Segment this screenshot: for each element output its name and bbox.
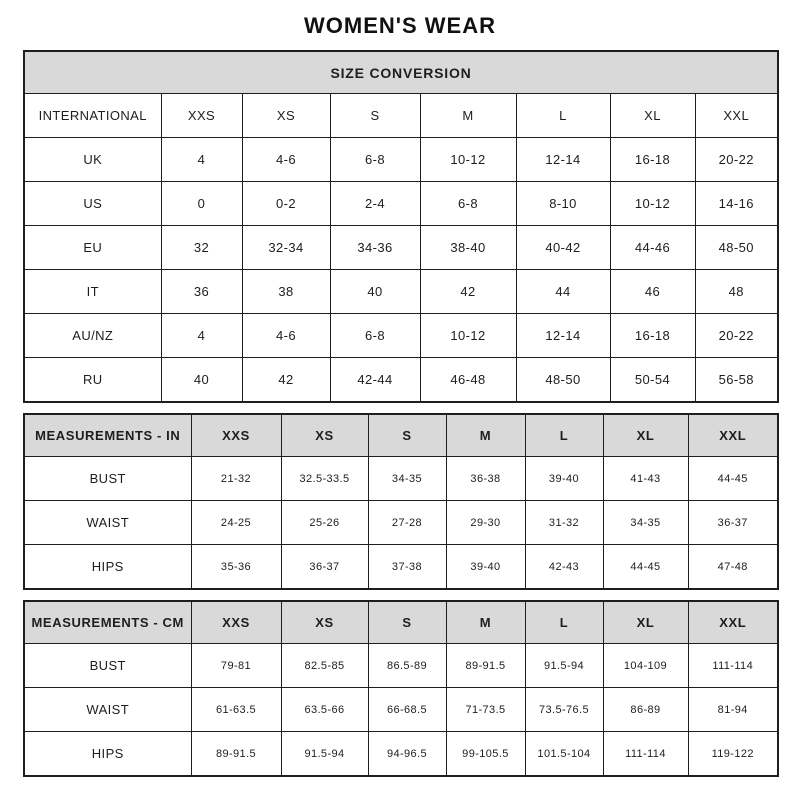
cell-value: 119-122 bbox=[688, 732, 778, 777]
cell-value: 63.5-66 bbox=[281, 688, 368, 732]
table-row bbox=[24, 545, 778, 590]
cell-value: 89-91.5 bbox=[191, 732, 281, 777]
table-row bbox=[24, 182, 778, 226]
column-header: INTERNATIONAL bbox=[24, 94, 161, 138]
cell-value: 36-38 bbox=[446, 457, 525, 501]
cell-value: 6-8 bbox=[330, 138, 420, 182]
cell-value: 101.5-104 bbox=[525, 732, 603, 777]
cell-value: 10-12 bbox=[420, 138, 516, 182]
cell-value: 4-6 bbox=[242, 314, 330, 358]
column-header: XS bbox=[281, 414, 368, 457]
cell-value: 42-43 bbox=[525, 545, 603, 590]
cell-value: 56-58 bbox=[695, 358, 778, 403]
cell-value: 39-40 bbox=[446, 545, 525, 590]
cell-value: 32.5-33.5 bbox=[281, 457, 368, 501]
table-row bbox=[24, 138, 778, 182]
row-label: RU bbox=[24, 358, 161, 403]
table-row bbox=[24, 358, 778, 403]
cell-value: 44-45 bbox=[688, 457, 778, 501]
cell-value: 24-25 bbox=[191, 501, 281, 545]
cell-value: 36-37 bbox=[281, 545, 368, 590]
column-header: M bbox=[446, 601, 525, 644]
row-label: HIPS bbox=[24, 545, 191, 590]
cell-value: 31-32 bbox=[525, 501, 603, 545]
cell-value: 36 bbox=[161, 270, 242, 314]
table-row bbox=[24, 732, 778, 777]
cell-value: 42 bbox=[420, 270, 516, 314]
cell-value: 16-18 bbox=[610, 138, 695, 182]
cell-value: 42-44 bbox=[330, 358, 420, 403]
row-label: AU/NZ bbox=[24, 314, 161, 358]
cell-value: 16-18 bbox=[610, 314, 695, 358]
cell-value: 86.5-89 bbox=[368, 644, 446, 688]
table-row bbox=[24, 314, 778, 358]
column-header: XXL bbox=[688, 601, 778, 644]
cell-value: 86-89 bbox=[603, 688, 688, 732]
column-header: XS bbox=[281, 601, 368, 644]
cell-value: 35-36 bbox=[191, 545, 281, 590]
column-header: XXS bbox=[191, 601, 281, 644]
table-row bbox=[24, 501, 778, 545]
cell-value: 34-36 bbox=[330, 226, 420, 270]
cell-value: 48-50 bbox=[695, 226, 778, 270]
column-header: XL bbox=[603, 601, 688, 644]
column-header: M bbox=[446, 414, 525, 457]
cell-value: 44-46 bbox=[610, 226, 695, 270]
cell-value: 10-12 bbox=[610, 182, 695, 226]
column-header: XL bbox=[603, 414, 688, 457]
table-row bbox=[24, 644, 778, 688]
cell-value: 47-48 bbox=[688, 545, 778, 590]
cell-value: 34-35 bbox=[368, 457, 446, 501]
column-header: XL bbox=[610, 94, 695, 138]
column-header: S bbox=[330, 94, 420, 138]
cell-value: 46-48 bbox=[420, 358, 516, 403]
table-row bbox=[24, 270, 778, 314]
cell-value: 44-45 bbox=[603, 545, 688, 590]
cell-value: 46 bbox=[610, 270, 695, 314]
table-banner: SIZE CONVERSION bbox=[24, 51, 778, 94]
cell-value: 38-40 bbox=[420, 226, 516, 270]
cell-value: 20-22 bbox=[695, 138, 778, 182]
cell-value: 38 bbox=[242, 270, 330, 314]
cell-value: 12-14 bbox=[516, 138, 610, 182]
cell-value: 40 bbox=[161, 358, 242, 403]
column-header: S bbox=[368, 414, 446, 457]
row-label: WAIST bbox=[24, 501, 191, 545]
cell-value: 0 bbox=[161, 182, 242, 226]
column-header: L bbox=[525, 414, 603, 457]
cell-value: 48-50 bbox=[516, 358, 610, 403]
row-label: IT bbox=[24, 270, 161, 314]
cell-value: 32 bbox=[161, 226, 242, 270]
cell-value: 6-8 bbox=[330, 314, 420, 358]
cell-value: 40-42 bbox=[516, 226, 610, 270]
cell-value: 8-10 bbox=[516, 182, 610, 226]
column-header: M bbox=[420, 94, 516, 138]
cell-value: 44 bbox=[516, 270, 610, 314]
column-header-row bbox=[24, 94, 778, 138]
cell-value: 20-22 bbox=[695, 314, 778, 358]
cell-value: 2-4 bbox=[330, 182, 420, 226]
row-label: US bbox=[24, 182, 161, 226]
column-header: S bbox=[368, 601, 446, 644]
row-label: EU bbox=[24, 226, 161, 270]
cell-value: 91.5-94 bbox=[525, 644, 603, 688]
cell-value: 79-81 bbox=[191, 644, 281, 688]
column-header-row bbox=[24, 601, 778, 644]
row-label: UK bbox=[24, 138, 161, 182]
cell-value: 91.5-94 bbox=[281, 732, 368, 777]
page-title: WOMEN'S WEAR bbox=[304, 13, 496, 38]
cell-value: 61-63.5 bbox=[191, 688, 281, 732]
cell-value: 82.5-85 bbox=[281, 644, 368, 688]
cell-value: 81-94 bbox=[688, 688, 778, 732]
cell-value: 66-68.5 bbox=[368, 688, 446, 732]
cell-value: 14-16 bbox=[695, 182, 778, 226]
column-header-row bbox=[24, 414, 778, 457]
cell-value: 36-37 bbox=[688, 501, 778, 545]
cell-value: 42 bbox=[242, 358, 330, 403]
cell-value: 111-114 bbox=[688, 644, 778, 688]
cell-value: 48 bbox=[695, 270, 778, 314]
cell-value: 10-12 bbox=[420, 314, 516, 358]
cell-value: 32-34 bbox=[242, 226, 330, 270]
cell-value: 111-114 bbox=[603, 732, 688, 777]
column-header: L bbox=[525, 601, 603, 644]
row-label: BUST bbox=[24, 644, 191, 688]
measurements-in-table bbox=[23, 413, 779, 590]
table-row bbox=[24, 226, 778, 270]
cell-value: 4 bbox=[161, 138, 242, 182]
row-label: WAIST bbox=[24, 688, 191, 732]
measurements-cm-table bbox=[23, 600, 779, 777]
cell-value: 4 bbox=[161, 314, 242, 358]
cell-value: 104-109 bbox=[603, 644, 688, 688]
cell-value: 41-43 bbox=[603, 457, 688, 501]
table-banner-row bbox=[24, 51, 778, 94]
cell-value: 12-14 bbox=[516, 314, 610, 358]
cell-value: 89-91.5 bbox=[446, 644, 525, 688]
column-header: XS bbox=[242, 94, 330, 138]
cell-value: 27-28 bbox=[368, 501, 446, 545]
cell-value: 50-54 bbox=[610, 358, 695, 403]
size-conversion-table bbox=[23, 50, 779, 403]
table-row bbox=[24, 688, 778, 732]
table-row bbox=[24, 457, 778, 501]
cell-value: 25-26 bbox=[281, 501, 368, 545]
row-label: HIPS bbox=[24, 732, 191, 777]
cell-value: 71-73.5 bbox=[446, 688, 525, 732]
cell-value: 21-32 bbox=[191, 457, 281, 501]
column-header: MEASUREMENTS - CM bbox=[24, 601, 191, 644]
cell-value: 34-35 bbox=[603, 501, 688, 545]
cell-value: 40 bbox=[330, 270, 420, 314]
cell-value: 37-38 bbox=[368, 545, 446, 590]
cell-value: 6-8 bbox=[420, 182, 516, 226]
column-header: XXS bbox=[191, 414, 281, 457]
column-header: L bbox=[516, 94, 610, 138]
column-header: XXS bbox=[161, 94, 242, 138]
column-header: MEASUREMENTS - IN bbox=[24, 414, 191, 457]
column-header: XXL bbox=[688, 414, 778, 457]
row-label: BUST bbox=[24, 457, 191, 501]
cell-value: 94-96.5 bbox=[368, 732, 446, 777]
cell-value: 0-2 bbox=[242, 182, 330, 226]
cell-value: 99-105.5 bbox=[446, 732, 525, 777]
cell-value: 39-40 bbox=[525, 457, 603, 501]
column-header: XXL bbox=[695, 94, 778, 138]
cell-value: 73.5-76.5 bbox=[525, 688, 603, 732]
cell-value: 29-30 bbox=[446, 501, 525, 545]
cell-value: 4-6 bbox=[242, 138, 330, 182]
